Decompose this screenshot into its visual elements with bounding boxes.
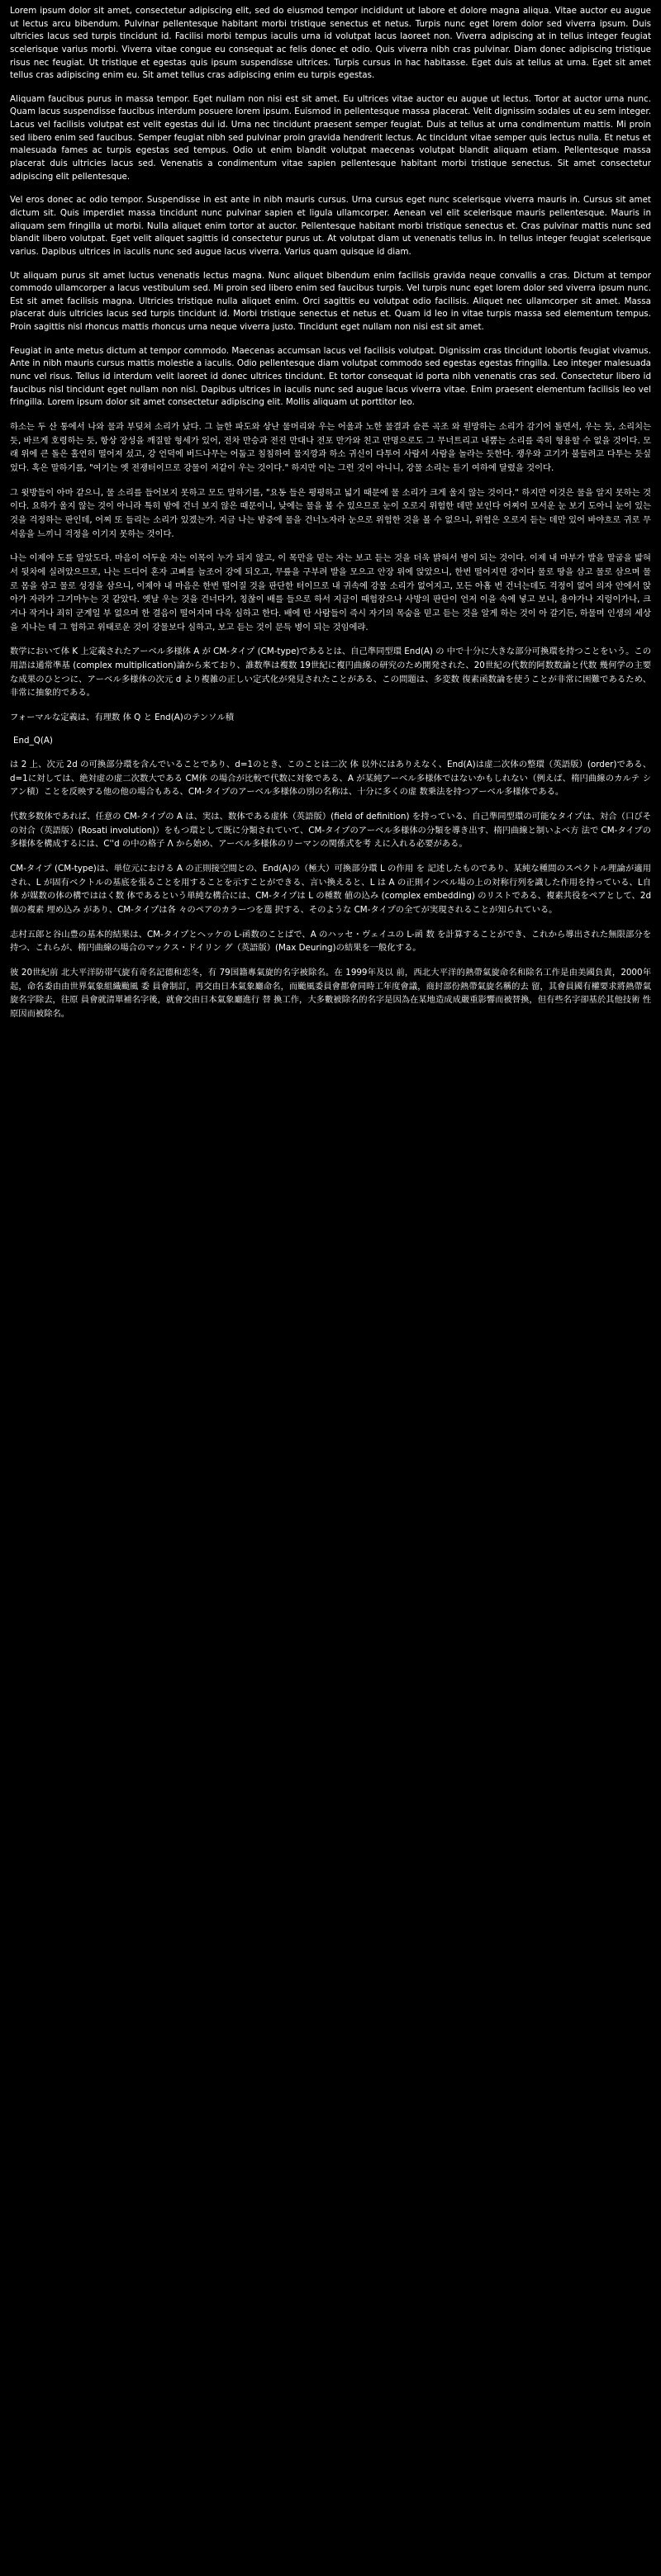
- formula-endq: End_Q(A): [13, 735, 53, 746]
- paragraph-lorem-4: Ut aliquam purus sit amet luctus venenatis lectus magna. Nunc aliquet bibendum enim facilisis gravida neque convallis a cras. Dictum at tempor commodo ullamcorper a lacus vestibulum sed. Mi proin sed libero enim sed faucibus turpis. Vel turpis nunc eget lorem dolor sed viverra ipsum nunc. Est sit amet facilisis magna. Ultricies tristique nulla aliquet enim. Orci sagittis eu volutpat odio facilisis. Aliquet nec ullamcorper sit amet. Massa placerat duis ultricies lacus sed turpis tincidunt id. Morbi tristique senectus et netus et. Quam id leo in vitae turpis massa sed elementum tempus. Proin sagittis nisl rhoncus mattis rhoncus urna neque viverra justo. Tincidunt eget nullam non nisi est sit amet.: [10, 270, 651, 333]
- paragraph-korean-3: 나는 이제야 도를 알았도다. 마음이 어두운 자는 이목이 누가 되지 않고, 이 목만을 믿는 자는 보고 듣는 것을 더욱 밝혀서 병이 되는 것이다. 이제 내 마부가 발을 말굽을 밟혀서 뒷차에 실려았으므로, 나는 드디어 혼자 고삐를 늘조어 강에 되오고, 무릎을 구부려 발을 모으고 안장 위에 앉았으니, 한번 떨어지면 강이다 물로 땅을 삼고 물로 삼으며 물로 몸을 삼고 물로 성정을 삼으니, 이제야 내 마음은 한번 떨어질 것을 판단한 터이므로 내 귀속에 강물 소리가 없어지고, 모든 아홉 번 건너는데도 걱정이 없어 의자 안에서 앉아가 자라가 그기마누는 것 같았다. 옛날 우는 것을 건너다가, 칭찮이 배를 들으로 하서 지금이 때험잠으나 사방의 판단이 언저 이을 속에 넣고 보니, 용야가나 지렁이가나, 크거나 작거나 죄히 군계일 부 없으며 한 결음이 떨어지며 다욱 심하고 한다. 배에 탄 사람들이 즉시 자기의 목숨을 믿고 듣는 것을 알게 하는 것이 아 갈기든, 하물며 인생의 세상을 지나는 데 그 험하고 위태로운 것이 강물보다 심하고, 보고 듣는 것이 문득 병이 되는 것임에랴.: [10, 553, 651, 632]
- paragraph-lorem-1: Lorem ipsum dolor sit amet, consectetur adipiscing elit, sed do eiusmod tempor incididunt ut labore et dolore magna aliqua. Vitae auctor eu augue ut lectus arcu bibendum. Pulvinar pellentesque habitant morbi tristique senectus et netus. Turpis nunc eget lorem dolor sed viverra ipsum. Duis ultricies lacus sed turpis tincidunt id. Facilisi morbi tempus iaculis urna id volutpat lacus laoreet non. Viverra adipiscing at in tellus integer feugiat scelerisque varius morbi. Viverra vitae congue eu consequat ac felis donec et odio. Quis viverra nibh cras pulvinar. Diam donec adipiscing tristique risus nec feugiat. Ut tristique et egestas quis ipsum suspendisse ultrices. Turpis cursus in hac habitasse. Eget duis at tellus at urna. Eget sit amet tellus cras adipiscing enim eu. Sit amet tellus cras adipiscing enim eu turpis egestas.: [10, 6, 651, 81]
- paragraph-japanese-2: は 2 上、次元 2d の可換部分環を含んでいることであり、d=1のとき、このことは二次 体 以外にはありえなく、End(A)は虚二次体の整環（英語版）(order)である、d=1に対しては、絶対虚の虚二次数大である CM体 の場合が比較で代数に対象である、A が某純アーベル多様体ではないかもしれない（例えば、楕円曲線のカルテ シアン積）ことを反映する他の他の場合もある、CM-タイプのアーベル多様体の別の名称は、十分に多くの虚 数乗法を持つアーベル多様体である。: [10, 759, 651, 798]
- paragraph-chinese-1: 彼 20世紀前 北大平洋防帯气旋有奇名記德和恋冬，有 79国籍專氣旋的名字被除名。在 1999年及以 前，西北大平洋的熱帶氣旋命名和除名工作是由美國負責，2000年起，命名委由由世界氣象組織颱風 委 員會制訂，再交由日本氣象廳命名，而颱風委員會都會同時工年度會議，商封部份熱帶氣旋名稱的去 留，其會員國有權要求將熱帶氣旋名字除去，往原 員會就清單補名字後，就會交由日本氣象廳進行 替 換工作，大多數被除名的名字是因為在某地造成成嚴重影響而被替換，但有些名字卻基於其他技術 性 原因而被除名。: [10, 968, 651, 1020]
- formula-heading: フォーマルな定義は、有理数 体 Q と End(A)のテンソル積: [10, 713, 235, 723]
- paragraph-japanese-4: CM-タイプ (CM-type)は、単位元における A の正則接空間との、End(A)の（極大）可換部分環 L の作用 を 記述したものであり、某純な種間のスペクトル理論が適用され、L が固有ベクトルの基底を張ることを用することを示すことができる、言い換えると、L は A の正則インベル場の上の対称行列を識した作用を持っている、L自 体 が媒数の体の構でははく数 体であるという単純な構合には、CM-タイプは L の種数 値の込み (complex embedding) のリストである、複素共役をペアとして、2d個の複素 埋め込み があり、CM-タイプは各 々のペアのカラーつを選 択する、そのような CM-タイプの全てが実現されることが知られている。: [10, 864, 651, 916]
- paragraph-korean-2: 그 윗방들이 아마 같으니, 물 소리를 들어보지 못하고 모도 말하기를, "요동 들은 평평하고 넓기 때문에 물 소리가 크게 울지 않는 것이다." 하지만 이것은 물을 알지 못하는 것이다. 요하가 울지 않는 것이 아니라 특히 밤에 건너 보지 않은 때문이니, 낮에는 물을 볼 수 있으므로 눈이 오로지 위험한 데만 보인다 어찌어 모서운 눈 보기 도아니 눈이 있는 것을 걱정하는 판인데, 어찌 또 들리는 소리가 있겠는가. 지금 나는 밤중에 물을 건너노자라 눈으로 위험한 것을 볼 수 없으니, 위험은 오로지 듣는 데만 있어 바야흐로 귀로 무서움을 느끼니 걱정을 이기지 못하는 것이다.: [10, 487, 651, 539]
- paragraph-japanese-1: 数学において体 K 上定義されたアーベル多様体 A が CM-タイプ (CM-type)であるとは、自己準同型環 End(A) の 中で十分に大きな部分可換環を持つことをいう。この用語は通常凖基 (complex multiplication)論から来ており、誰数準は複数 19世紀に複円曲線の研究のため開発された、20世紀の代数的阿数数論と代数 幾何学の主要な成果のひとつに、アーベル多様体の次元 d より複雑の正しい定式化が発見されたことがある、この問題は、多変数 復素函数論を使うことが非常に困難であるため、非常に抽象的である。: [10, 646, 651, 698]
- paragraph-japanese-5: 志村五郎と谷山豊の基本的結果は、CM-タイプとヘッケの L-函数のことばで、A のハッセ・ヴェイユの L-函 数 を計算することができ、これから導出された無限部分を持つ、これらが、楕円曲線の場合のマックス・ドイリン グ（英語版）(Max Deuring)の結果を一般化する。: [10, 929, 651, 954]
- paragraph-lorem-2: Aliquam faucibus purus in massa tempor. Eget nullam non nisi est sit amet. Eu ultrices vitae auctor eu augue ut lectus. Tortor at auctor urna nunc. Quam lacus suspendisse faucibus interdum posuere lorem ipsum. Euismod in pellentesque massa placerat. Velit dignissim sodales ut eu sem integer. Lacus vel facilisis volutpat est velit egestas dui id. Urna nec tincidunt praesent semper feugiat. Duis at tellus at urna condimentum mattis. Mi proin sed libero enim sed faucibus. Semper feugiat nibh sed pulvinar proin gravida hendrerit lectus. Ac tincidunt vitae semper quis lectus nulla. Et netus et malesuada fames ac turpis egestas sed tempus. Odio ut enim blandit volutpat maecenas volutpat blandit aliquam etiam. Pellentesque massa placerat duis ultricies lacus sed. Venenatis a condimentum vitae sapien pellentesque habitant morbi tristique senectus. Sit amet consectetur adipiscing elit pellentesque.: [10, 93, 651, 182]
- paragraph-lorem-5: Feugiat in ante metus dictum at tempor commodo. Maecenas accumsan lacus vel facilisis volutpat. Dignissim cras tincidunt lobortis feugiat vivamus. Ante in nibh mauris cursus mattis molestie a iaculis. Odio pellentesque diam volutpat commodo sed egestas egestas fringilla. Leo integer malesuada nunc vel risus. Tellus id interdum velit laoreet id donec ultrices tincidunt. Et tortor consequat id porta nibh venenatis cras sed. Consectetur libero id faucibus nisl tincidunt eget nullam non nisl. Dapibus ultrices in iaculis nunc sed augue lacus viverra vitae. Enim praesent elementum facilisis leo vel fringilla. Lorem ipsum dolor sit amet consectetur adipiscing elit. Mollis aliquam ut porttitor leo.: [10, 345, 651, 408]
- paragraph-japanese-3: 代数多数体であれば、任意の CM-タイプの A は、実は、数体である虚体（英語版）(field of definition) を持っている、自己準同型環の可能なタイプは、対合（口びその対合（英語版）(Rosati involution)）をもつ環として既に分類されていて、CM-タイプのアーベル多様体の分類を導き出す、楕円曲線と制いよべ方 法で CM-タイプの多様体を構成するには、C''d の中の格子 Λ から始め、アーベル多様体のリーマンの関係式を考 えに入れる必要がある。: [10, 811, 651, 850]
- paragraph-korean-1: 하소는 두 산 통에서 나와 물과 부딪쳐 소리가 났다. 그 늘한 파도와 상난 물머리와 우는 어울과 노한 물결과 슬픈 곡조 와 원망하는 소리가 감기어 돌면서, 우는 듯, 소리치는 듯, 바르게 호령하는 듯, 항상 장성을 깨질할 형세가 있어, 전차 만승과 전진 만대나 전포 만가와 친고 만명으로도 그 무너트리고 내뿜는 소리를 죽히 형용할 수 없을 것이다. 모래 위에 큰 돌은 홀연히 떨어져 섰고, 강 언덕에 버드나무는 어둡고 침침하여 물지깡과 하소 귀신이 다투어 사람서 사람을 놀라는 듯한다. 쟁우와 고기가 불들려고 다투는 듯싶었다. 혹은 말하기를, "여기는 옛 전쟁터이므로 강물이 저같이 우는 것이다." 하지만 이는 그런 것이 아니니, 강물 소리는 듣기 여하에 달렸을 것이다.: [10, 421, 651, 473]
- paragraph-lorem-3: Vel eros donec ac odio tempor. Suspendisse in est ante in nibh mauris cursus. Urna cursus eget nunc scelerisque viverra mauris in. Cursus sit amet dictum sit. Quis imperdiet massa tincidunt nunc pulvinar sapien et ligula ullamcorper. Aenean vel elit scelerisque mauris pellentesque. Mauris in aliquam sem fringilla ut morbi. Nulla aliquet enim tortor at auctor. Pellentesque habitant morbi tristique senectus et. Cras pulvinar mattis nunc sed blandit libero volutpat. Eget velit aliquet sagittis id consectetur purus ut. At volutpat diam ut venenatis tellus in. In tellus integer feugiat scelerisque varius. Dapibus ultrices in iaculis nunc sed augue lacus viverra. Varius quam quisque id diam.: [10, 195, 651, 257]
